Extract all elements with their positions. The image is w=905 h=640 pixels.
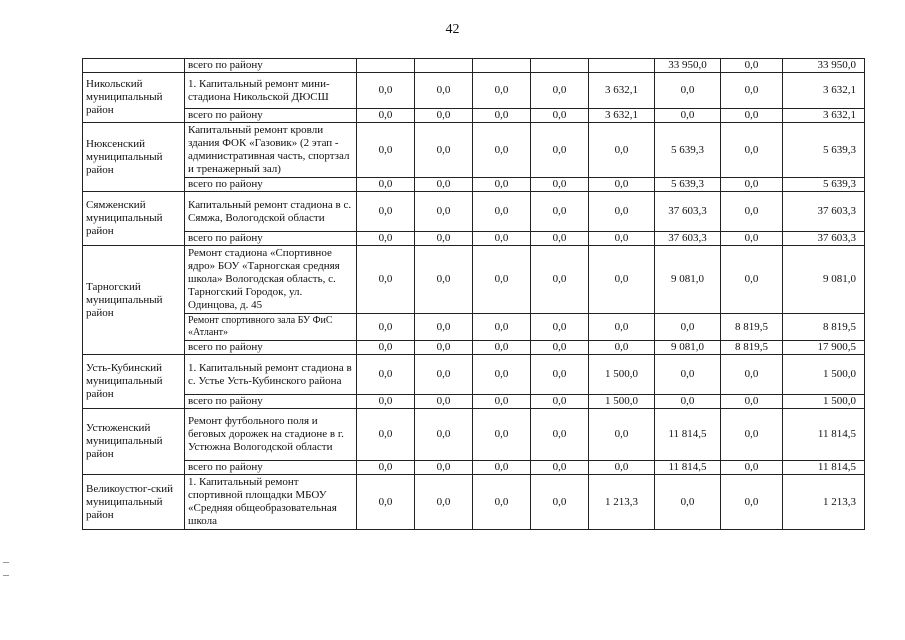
value-cell: 1 213,3	[589, 475, 655, 530]
value-cell: 11 814,5	[783, 409, 865, 461]
value-cell: 37 603,3	[655, 192, 721, 232]
value-cell: 9 081,0	[655, 341, 721, 355]
value-cell: 0,0	[415, 341, 473, 355]
value-cell: 0,0	[721, 123, 783, 178]
district-name: Никольский муниципальный район	[83, 73, 185, 123]
value-cell: 0,0	[589, 232, 655, 246]
value-cell: 0,0	[473, 246, 531, 314]
value-cell: 0,0	[531, 314, 589, 341]
value-cell: 0,0	[721, 73, 783, 109]
project-name: Ремонт футбольного поля и беговых дорожек на стадионе в г. Устюжна Вологодской области	[185, 409, 357, 461]
value-cell	[531, 59, 589, 73]
value-cell: 0,0	[589, 341, 655, 355]
district-name: Усть-Кубинский муниципальный район	[83, 355, 185, 409]
value-cell: 0,0	[357, 475, 415, 530]
value-cell: 0,0	[589, 246, 655, 314]
value-cell: 0,0	[721, 109, 783, 123]
value-cell: 0,0	[655, 314, 721, 341]
value-cell: 0,0	[589, 178, 655, 192]
district-name: Великоустюг-ский муниципальный район	[83, 475, 185, 530]
value-cell: 0,0	[721, 355, 783, 395]
value-cell: 0,0	[473, 314, 531, 341]
value-cell: 0,0	[589, 314, 655, 341]
value-cell: 5 639,3	[783, 123, 865, 178]
value-cell: 0,0	[415, 178, 473, 192]
table-row-total	[83, 341, 865, 355]
project-name: Капитальный ремонт стадиона в с. Сямжа, Вологодской области	[185, 192, 357, 232]
value-cell: 9 081,0	[655, 246, 721, 314]
value-cell: 1 500,0	[783, 355, 865, 395]
project-name: Ремонт стадиона «Спортивное ядро» БОУ «Тарногская средняя школа» Вологодская область, с. Тарногский Городок, ул. Одинцова, д. 45	[185, 246, 357, 314]
table-row-project	[83, 73, 865, 109]
value-cell: 0,0	[655, 109, 721, 123]
value-cell: 0,0	[531, 109, 589, 123]
value-cell: 0,0	[721, 232, 783, 246]
value-cell: 1 213,3	[783, 475, 865, 530]
value-cell: 5 639,3	[655, 178, 721, 192]
value-cell: 0,0	[357, 109, 415, 123]
total-label: всего по району	[185, 395, 357, 409]
total-label: всего по району	[185, 232, 357, 246]
total-label: всего по району	[185, 178, 357, 192]
value-cell: 0,0	[473, 461, 531, 475]
value-cell: 0,0	[473, 123, 531, 178]
value-cell: 0,0	[655, 395, 721, 409]
total-label: всего по району	[185, 461, 357, 475]
district-name: Тарногский муниципальный район	[83, 246, 185, 355]
value-cell: 11 814,5	[655, 409, 721, 461]
value-cell: 0,0	[357, 246, 415, 314]
value-cell: 0,0	[357, 314, 415, 341]
value-cell: 0,0	[721, 178, 783, 192]
value-cell: 0,0	[415, 123, 473, 178]
value-cell: 0,0	[531, 355, 589, 395]
total-label: всего по району	[185, 59, 357, 73]
value-cell: 0,0	[357, 461, 415, 475]
budget-table	[82, 58, 865, 530]
value-cell: 37 603,3	[783, 232, 865, 246]
value-cell: 0,0	[531, 246, 589, 314]
project-name: 1. Капитальный ремонт мини-стадиона Никольской ДЮСШ	[185, 73, 357, 109]
value-cell: 0,0	[357, 395, 415, 409]
table-row-total	[83, 178, 865, 192]
value-cell: 0,0	[473, 409, 531, 461]
value-cell: 0,0	[415, 73, 473, 109]
value-cell: 0,0	[473, 192, 531, 232]
value-cell: 1 500,0	[589, 355, 655, 395]
value-cell: 3 632,1	[589, 73, 655, 109]
value-cell: 0,0	[721, 246, 783, 314]
value-cell: 5 639,3	[783, 178, 865, 192]
value-cell: 0,0	[415, 461, 473, 475]
value-cell: 0,0	[589, 123, 655, 178]
value-cell: 37 603,3	[783, 192, 865, 232]
value-cell: 8 819,5	[721, 341, 783, 355]
value-cell: 3 632,1	[783, 109, 865, 123]
value-cell: 0,0	[473, 355, 531, 395]
table-row-total	[83, 59, 865, 73]
table-row-project	[83, 192, 865, 232]
value-cell: 11 814,5	[783, 461, 865, 475]
value-cell: 0,0	[357, 178, 415, 192]
value-cell: 0,0	[415, 355, 473, 395]
value-cell: 0,0	[473, 178, 531, 192]
value-cell: 0,0	[531, 123, 589, 178]
value-cell: 0,0	[531, 409, 589, 461]
value-cell	[357, 59, 415, 73]
value-cell: 0,0	[721, 395, 783, 409]
value-cell: 0,0	[531, 232, 589, 246]
value-cell: 0,0	[473, 109, 531, 123]
value-cell: 17 900,5	[783, 341, 865, 355]
value-cell: 0,0	[655, 475, 721, 530]
value-cell: 9 081,0	[783, 246, 865, 314]
value-cell: 0,0	[721, 475, 783, 530]
value-cell	[473, 59, 531, 73]
table-row-project	[83, 355, 865, 395]
table-row-total	[83, 395, 865, 409]
value-cell: 0,0	[357, 232, 415, 246]
project-name: Ремонт спортивного зала БУ ФиС «Атлант»	[185, 314, 357, 341]
value-cell: 8 819,5	[721, 314, 783, 341]
value-cell: 0,0	[721, 192, 783, 232]
total-label: всего по району	[185, 109, 357, 123]
value-cell: 0,0	[531, 461, 589, 475]
value-cell	[589, 59, 655, 73]
table-row-project	[83, 246, 865, 314]
value-cell: 0,0	[655, 355, 721, 395]
table-row-project	[83, 314, 865, 341]
value-cell: 0,0	[415, 395, 473, 409]
value-cell: 33 950,0	[655, 59, 721, 73]
table-row-total	[83, 461, 865, 475]
value-cell: 0,0	[473, 475, 531, 530]
value-cell: 0,0	[721, 409, 783, 461]
value-cell: 0,0	[721, 59, 783, 73]
value-cell: 11 814,5	[655, 461, 721, 475]
value-cell: 0,0	[531, 395, 589, 409]
value-cell: 0,0	[357, 73, 415, 109]
value-cell: 0,0	[357, 123, 415, 178]
value-cell: 3 632,1	[783, 73, 865, 109]
value-cell: 0,0	[415, 192, 473, 232]
value-cell: 0,0	[473, 73, 531, 109]
value-cell: 0,0	[415, 409, 473, 461]
value-cell: 37 603,3	[655, 232, 721, 246]
page-number: 42	[445, 22, 460, 37]
table-row-total	[83, 232, 865, 246]
value-cell: 0,0	[415, 314, 473, 341]
value-cell: 0,0	[415, 246, 473, 314]
value-cell: 0,0	[531, 341, 589, 355]
total-label: всего по району	[185, 341, 357, 355]
value-cell: 8 819,5	[783, 314, 865, 341]
value-cell: 33 950,0	[783, 59, 865, 73]
table-row-project	[83, 409, 865, 461]
value-cell: 0,0	[415, 232, 473, 246]
value-cell: 0,0	[473, 341, 531, 355]
district-cell	[83, 59, 185, 73]
value-cell: 0,0	[473, 395, 531, 409]
table-row-project	[83, 123, 865, 178]
value-cell: 0,0	[531, 475, 589, 530]
value-cell: 0,0	[415, 109, 473, 123]
value-cell: 0,0	[415, 475, 473, 530]
district-name: Нюксенский муниципальный район	[83, 123, 185, 192]
value-cell: 0,0	[531, 73, 589, 109]
value-cell: 0,0	[589, 409, 655, 461]
value-cell: 0,0	[721, 461, 783, 475]
value-cell: 0,0	[531, 178, 589, 192]
value-cell: 0,0	[357, 192, 415, 232]
table-row-project	[83, 475, 865, 530]
value-cell: 0,0	[589, 461, 655, 475]
value-cell: 1 500,0	[589, 395, 655, 409]
value-cell	[415, 59, 473, 73]
value-cell: 0,0	[473, 232, 531, 246]
table-row-total	[83, 109, 865, 123]
value-cell: 5 639,3	[655, 123, 721, 178]
project-name: 1. Капитальный ремонт спортивной площадки МБОУ «Средняя общеобразовательная школа	[185, 475, 357, 530]
value-cell: 0,0	[531, 192, 589, 232]
value-cell: 0,0	[357, 355, 415, 395]
value-cell: 0,0	[655, 73, 721, 109]
value-cell: 0,0	[357, 409, 415, 461]
project-name: Капитальный ремонт кровли здания ФОК «Газовик» (2 этап - административная часть, спортзал и тренажерный зал)	[185, 123, 357, 178]
margin-mark	[3, 562, 9, 576]
value-cell: 3 632,1	[589, 109, 655, 123]
district-name: Сямженский муниципальный район	[83, 192, 185, 246]
value-cell: 0,0	[357, 341, 415, 355]
district-name: Устюженский муниципальный район	[83, 409, 185, 475]
project-name: 1. Капитальный ремонт стадиона в с. Устье Усть-Кубинского района	[185, 355, 357, 395]
value-cell: 1 500,0	[783, 395, 865, 409]
value-cell: 0,0	[589, 192, 655, 232]
